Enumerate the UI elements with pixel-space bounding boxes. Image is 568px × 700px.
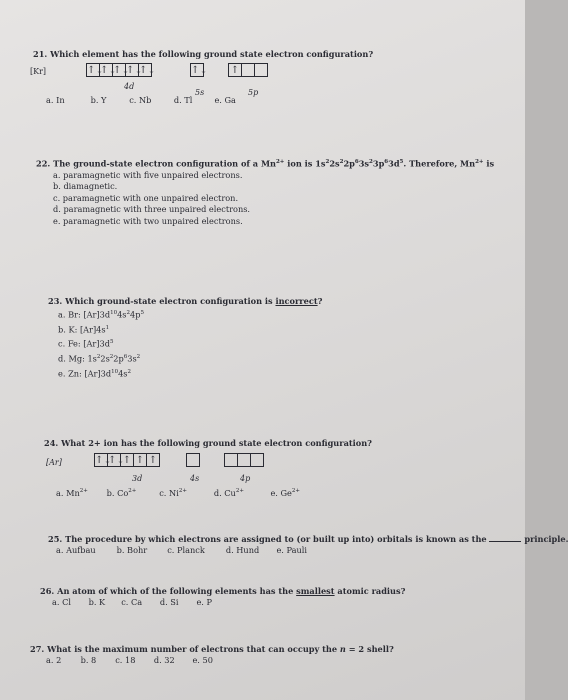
answer-blank[interactable] [489, 533, 521, 542]
option-b[interactable]: b. diamagnetic. [53, 181, 118, 192]
subshell-label: 5p [248, 88, 259, 97]
option-e[interactable]: e. Pauli [276, 545, 308, 555]
question-number: 21. [33, 49, 48, 59]
option-a[interactable]: a. $Mn^{2+}$ [56, 487, 88, 498]
option-d[interactable]: d. paramagnetic with three unpaired electrons. [53, 204, 251, 215]
orbital-diagram [44, 453, 484, 471]
orbital-box [186, 453, 200, 467]
answer-options [40, 597, 480, 608]
option-e[interactable]: e. Zn: $[Ar]3d^{10}4s^2$ [58, 368, 131, 379]
orbital-4d [86, 63, 156, 77]
question-22: 22. The ground-state electron configuration of a $Mn^{2+}$ ion is $1s^22s^22p^63s^23p^63d^5$. Therefore, $Mn^{2+}$ is a. paramagnetic with five unpaired electrons. b. diamagnetic. c. paramagnetic with one unpaired electron. d. paramagnetic with three unpaired electrons. e. paramagnetic with two unpaired electrons. [36, 157, 506, 227]
question-number: 27. [30, 644, 45, 654]
question-stem: What is the maximum number of electrons that can occupy the [47, 644, 340, 654]
emphasis: incorrect [275, 296, 318, 306]
orbital-box: ↑ [120, 453, 134, 467]
option-a[interactable]: a. Br: $[Ar]3d^{10}4s^24p^5$ [58, 309, 144, 320]
answer-options [44, 486, 484, 499]
option-c[interactable]: c. Nb [129, 95, 152, 105]
subshell-label: 4p [240, 474, 251, 483]
option-c[interactable]: c. Planck [167, 545, 205, 555]
answer-options [36, 170, 506, 228]
orbital-box: ↑↓ [87, 65, 104, 76]
orbital-box [254, 63, 268, 77]
orbital-box: ↑↓ [139, 65, 156, 76]
option-b[interactable]: b. Y [90, 95, 107, 105]
answer-options [30, 95, 450, 106]
ion-charge: 2+ [475, 159, 484, 165]
orbital-box: ↑↓ [108, 455, 125, 466]
question-number: 25. [48, 534, 63, 544]
orbital-box [224, 453, 238, 467]
subshell-label: 4d [124, 82, 135, 91]
option-d[interactable]: d. Tl [173, 95, 193, 105]
orbital-box: ↑↓ [126, 65, 143, 76]
question-26: 26. An atom of which of the following elements has the smallest atomic radius? a. Cl b. K c. Ca d. Si e. P [40, 586, 480, 608]
orbital-box: ↑ [133, 453, 147, 467]
question-23: 23. Which ground-state electron configuration is incorrect? a. Br: $[Ar]3d^{10}4s^24p^5$ b. K: $[Ar]4s^1$ c. Fe: $[Ar]3d^5$ d. Mg: $1s^22s^22p^63s^2$ e. Zn: $[Ar]3d^{10}4s^2$ [48, 296, 468, 381]
question-25: 25. The procedure by which electrons are assigned to (or built up into) orbitals is known as the principle. a. Aufbau b. Bohr c. Planck d. Hund e. Pauli [48, 534, 568, 555]
question-number: 22. [36, 158, 51, 169]
option-c[interactable]: c. $Ni^{2+}$ [159, 487, 187, 498]
subshell-label: 5s [195, 88, 205, 97]
option-c[interactable]: c. 18 [115, 655, 136, 665]
question-21 [30, 49, 450, 106]
orbital-box [237, 453, 251, 467]
orbital-box [241, 63, 255, 77]
option-c[interactable]: c. Ca [121, 597, 143, 607]
core-label: [Ar] [46, 458, 62, 467]
option-a[interactable]: a. 2 [46, 655, 62, 665]
answer-options [30, 655, 490, 666]
option-e[interactable]: e. P [196, 597, 212, 607]
option-d[interactable]: d. Mg: $1s^22s^22p^63s^2$ [58, 353, 141, 364]
option-b[interactable]: b. 8 [80, 655, 97, 665]
option-b[interactable]: b. $Co^{2+}$ [106, 487, 137, 498]
option-c[interactable]: c. paramagnetic with one unpaired electron. [53, 192, 239, 203]
option-e[interactable]: e. paramagnetic with two unpaired electrons. [53, 215, 243, 226]
question-stem: An atom of which of the following elements has the [57, 586, 297, 596]
orbital-4s [186, 453, 199, 467]
option-c[interactable]: c. Fe: $[Ar]3d^5$ [58, 339, 114, 350]
orbital-box: ↑ [228, 63, 242, 77]
orbital-diagram [30, 63, 450, 81]
option-e[interactable]: e. 50 [192, 655, 213, 665]
question-stem: The procedure by which electrons are assigned to (or built up into) orbitals is known as the [65, 534, 487, 544]
orbital-box: ↑↓ [95, 455, 112, 466]
subshell-label: 4s [190, 474, 200, 483]
emphasis: smallest [296, 586, 335, 596]
ion-charge: 2+ [275, 159, 285, 165]
option-a[interactable]: a. In [46, 95, 65, 105]
orbital-5s [190, 63, 208, 77]
option-b[interactable]: b. K: $[Ar]4s^1$ [58, 324, 110, 335]
question-number: 23. [48, 296, 63, 306]
orbital-box [250, 453, 264, 467]
question-number: 26. [40, 586, 55, 596]
question-24 [44, 438, 484, 499]
option-d[interactable]: d. Hund [225, 545, 260, 555]
question-number: 24. [44, 438, 59, 448]
option-a[interactable]: a. Aufbau [56, 545, 96, 555]
option-d[interactable]: d. Si [159, 597, 179, 607]
subshell-label: 3d [132, 474, 143, 483]
option-e[interactable]: e. Ga [214, 95, 236, 105]
question-stem: Which element has the following ground state electron configuration? [50, 49, 374, 59]
orbital-box: ↑ [146, 453, 160, 467]
option-a[interactable]: a. paramagnetic with five unpaired electrons. [53, 169, 243, 180]
question-stem: Which ground-state electron configuration is [65, 296, 276, 306]
answer-options [48, 545, 518, 556]
option-d[interactable]: d. $Cu^{2+}$ [213, 487, 244, 498]
question-27: 27. What is the maximum number of electrons that can occupy the n = 2 shell? a. 2 b. 8 c. 18 d. 32 e. 50 [30, 644, 490, 666]
orbital-3d [94, 453, 159, 467]
option-e[interactable]: e. $Ge^{2+}$ [270, 487, 300, 498]
option-d[interactable]: d. 32 [153, 655, 175, 665]
orbital-5p [228, 63, 267, 77]
core-label: [Kr] [30, 67, 47, 76]
orbital-4p [224, 453, 263, 467]
question-stem: The ground-state electron configuration of a Mn [53, 158, 276, 169]
answer-options [48, 307, 468, 381]
question-stem: What 2+ ion has the following ground state electron configuration? [61, 438, 372, 448]
orbital-box: ↑↓ [113, 65, 130, 76]
option-b[interactable]: b. Bohr [116, 545, 148, 555]
option-b[interactable]: b. K [88, 597, 106, 607]
option-a[interactable]: a. Cl [52, 597, 71, 607]
orbital-box: ↑↓ [191, 65, 208, 76]
orbital-box: ↑↓ [100, 65, 117, 76]
